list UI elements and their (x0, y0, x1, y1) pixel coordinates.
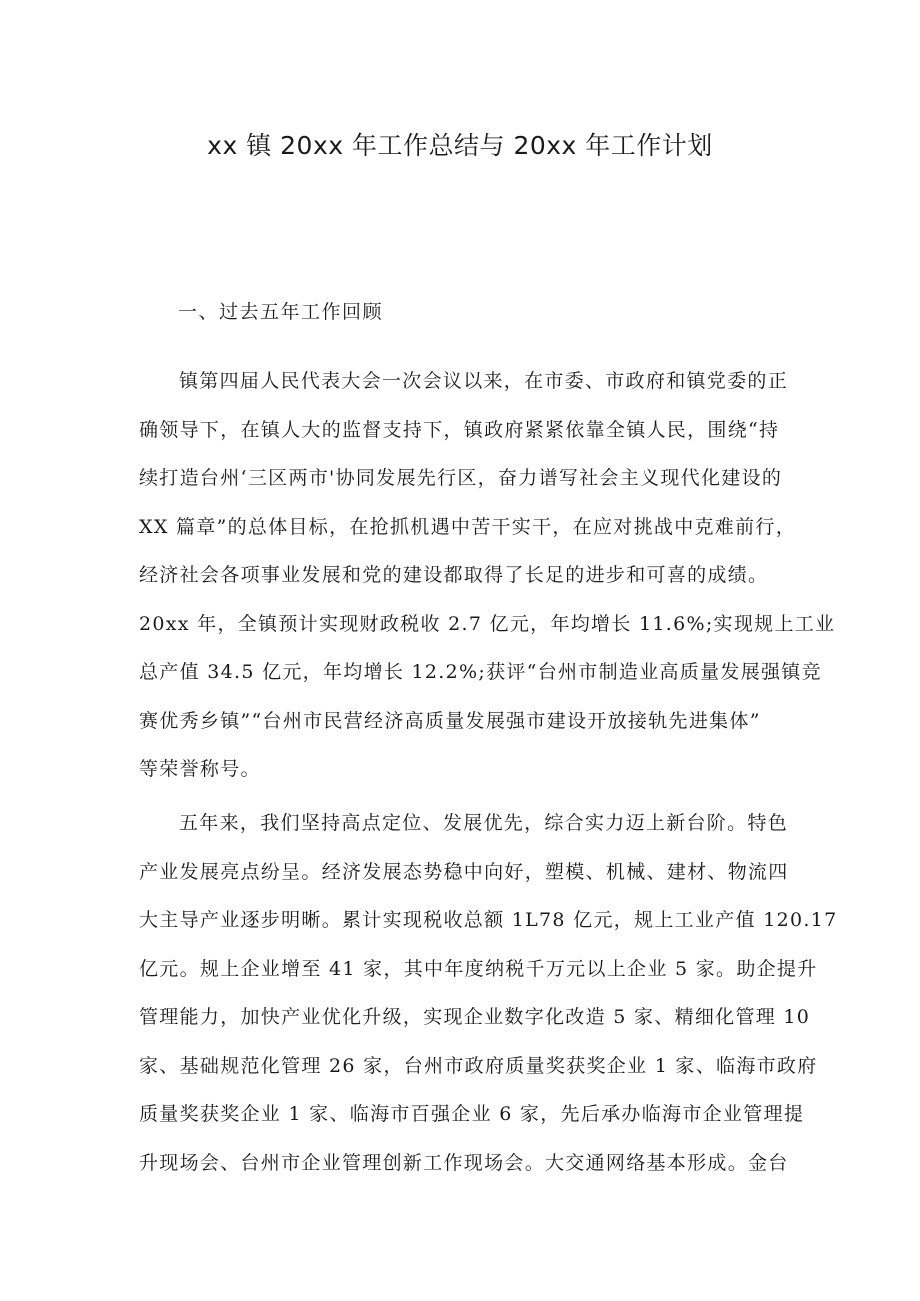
paragraph-line: 升现场会、台州市企业管理创新工作现场会。大交通网络基本形成。金台 (139, 1151, 789, 1174)
paragraph-line: 续打造台州‘三区两市'协同发展先行区，奋力谱写社会主义现代化建设的 (139, 467, 783, 489)
document-title: xx 镇 20xx 年工作总结与 20xx 年工作计划 (207, 131, 713, 160)
paragraph-line: XX 篇章”的总体目标，在抢抓机遇中苦干实干，在应对挑战中克难前行， (139, 515, 797, 538)
paragraph-line: 管理能力，加快产业优化升级，实现企业数字化改造 5 家、精细化管理 10 (139, 1006, 811, 1028)
paragraph-line: 亿元。规上企业增至 41 家，其中年度纳税千万元以上企业 5 家。助企提升 (139, 957, 818, 980)
paragraph-1 (139, 357, 836, 794)
paragraph-line: 质量奖获奖企业 1 家、临海市百强企业 6 家，先后承办临海市企业管理提 (139, 1103, 805, 1125)
paragraph-line: 家、基础规范化管理 26 家，台州市政府质量奖获奖企业 1 家、临海市政府 (139, 1054, 818, 1077)
paragraph-line: 总产值 34.5 亿元，年均增长 12.2%;获评“台州市制造业高质量发展强镇竞 (139, 661, 822, 683)
paragraph-line: 经济社会各项事业发展和党的建设都取得了长足的进步和可喜的成绩。 (139, 564, 769, 586)
paragraph-line: 等荣誉称号。 (139, 758, 261, 780)
paragraph-line: 赛优秀乡镇”“台州市民营经济高质量发展强市建设开放接轨先进集体” (139, 709, 761, 732)
paragraph-line: 大主导产业逐步明晰。累计实现税收总额 1L78 亿元，规上工业产值 120.17 (139, 909, 838, 931)
paragraph-2 (139, 799, 838, 1187)
paragraph-line: 确领导下，在镇人大的监督支持下，镇政府紧紧依靠全镇人民，围绕“持 (139, 418, 780, 441)
paragraph-line: 五年来，我们坚持高点定位、发展优先，综合实力迈上新台阶。特色 (179, 812, 789, 834)
section-heading: 一、过去五年工作回顾 (178, 301, 384, 323)
paragraph-line: 镇第四届人民代表大会一次会议以来，在市委、市政府和镇党委的正 (179, 370, 789, 392)
paragraph-line: 20xx 年，全镇预计实现财政税收 2.7 亿元，年均增长 11.6%;实现规上工业 (139, 612, 836, 635)
paragraph-line: 产业发展亮点纷呈。经济发展态势稳中向好，塑模、机械、建材、物流四 (139, 860, 789, 883)
